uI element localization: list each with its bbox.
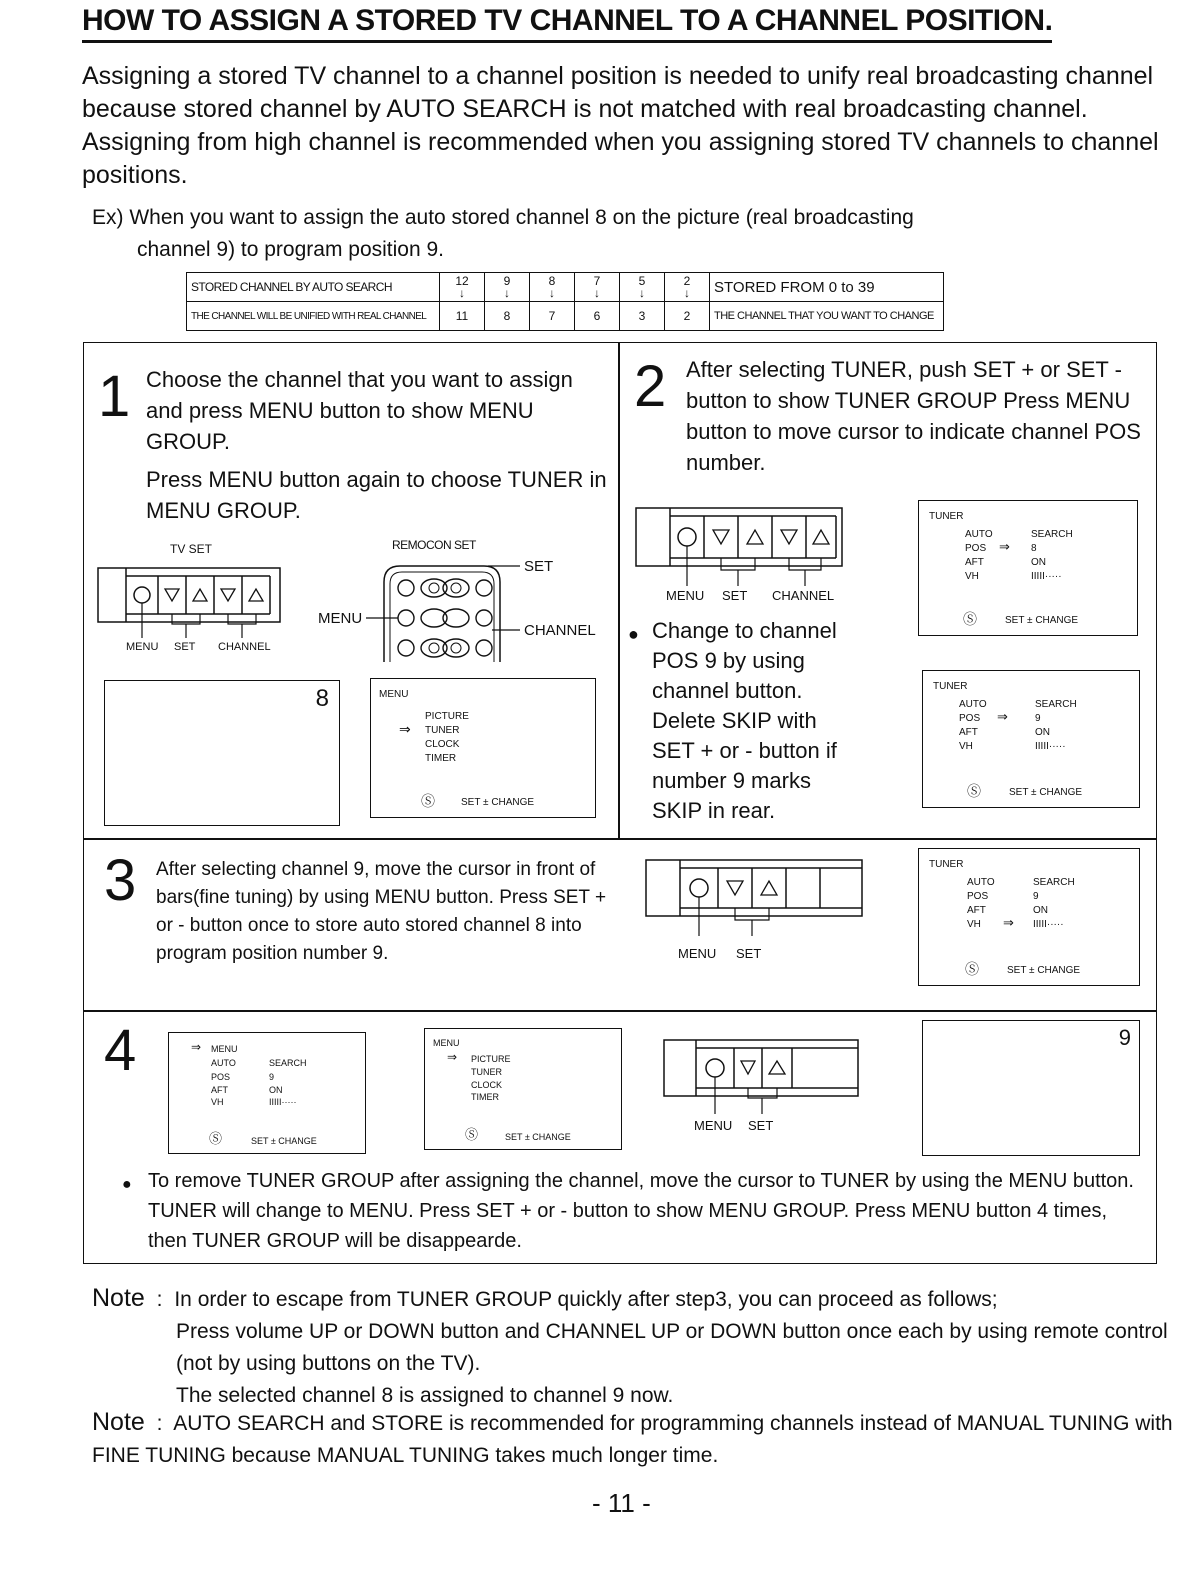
tuner-pos: POS bbox=[959, 713, 981, 724]
menu-item-picture: PICTURE bbox=[471, 1054, 511, 1064]
cell-stored-5: 2 ↓ bbox=[665, 273, 710, 302]
cell-stored-3: 7 ↓ bbox=[575, 273, 620, 302]
note-1-line-1: In order to escape from TUNER GROUP quickly after step3, you can proceed as follows; bbox=[174, 1288, 998, 1311]
tuner-auto: AUTO bbox=[959, 699, 987, 710]
s-circle-icon: Ⓢ bbox=[965, 961, 979, 977]
step4-screen-number: 9 bbox=[1118, 1025, 1131, 1050]
tuner-vh: VH bbox=[965, 571, 979, 582]
step2-menu-caption: MENU bbox=[666, 588, 705, 603]
tuner-search: SEARCH bbox=[1033, 877, 1075, 888]
menu-item-picture: PICTURE bbox=[425, 711, 469, 722]
bullet-icon: ● bbox=[628, 624, 639, 644]
menu-cursor-icon: ⇒ bbox=[399, 721, 411, 737]
example-line1: When you want to assign the auto stored channel 8 on the picture (real broadcasting bbox=[129, 206, 914, 229]
page-title: HOW TO ASSIGN A STORED TV CHANNEL TO A CHANNEL POSITION. bbox=[82, 4, 1052, 43]
row2-right: THE CHANNEL THAT YOU WANT TO CHANGE bbox=[710, 302, 944, 331]
step2-channel-caption: CHANNEL bbox=[772, 588, 835, 603]
step1-tv-screen bbox=[104, 680, 340, 826]
tvset-label: TV SET bbox=[170, 542, 213, 556]
s-circle-icon: Ⓢ bbox=[209, 1131, 223, 1146]
step2-tuner-box-2 bbox=[922, 670, 1140, 808]
tuner-aft: AFT bbox=[211, 1085, 228, 1095]
step4-bullet: To remove TUNER GROUP after assigning the channel, move the cursor to TUNER by using the MENU button. TUNER will change to MENU. Press SET + or - button to show MENU GROUP. Press MENU button 4 times, then TUNER GROUP will be disappearde. bbox=[148, 1170, 1134, 1252]
step1-menu-box bbox=[370, 678, 596, 818]
note-1-label: Note bbox=[92, 1284, 145, 1312]
tuner-vh-bars: IIIII····· bbox=[1033, 919, 1064, 930]
menu-item-clock: CLOCK bbox=[471, 1080, 503, 1090]
step3-menu-caption: MENU bbox=[678, 946, 717, 961]
menu-footer: SET ± CHANGE bbox=[505, 1132, 571, 1142]
s-circle-icon: Ⓢ bbox=[967, 783, 981, 799]
tuner-pos: POS bbox=[967, 891, 989, 902]
tuner-aft: AFT bbox=[967, 905, 986, 916]
tuner-pos: POS bbox=[965, 543, 987, 554]
s-circle-icon: Ⓢ bbox=[465, 1127, 479, 1142]
menu-header: MENU bbox=[211, 1044, 238, 1054]
row1-right: STORED FROM 0 to 39 bbox=[710, 273, 944, 302]
cell-stored-2: 8 ↓ bbox=[530, 273, 575, 302]
tuner-pos-value: 9 bbox=[269, 1072, 275, 1082]
divider-h-34 bbox=[83, 1010, 1157, 1012]
cell-real-2: 7 bbox=[530, 302, 575, 331]
s-circle-icon: Ⓢ bbox=[421, 793, 435, 809]
tuner-aft-value: ON bbox=[269, 1085, 283, 1095]
menu-cursor-icon: ⇒ bbox=[191, 1040, 202, 1054]
tuner-header: TUNER bbox=[929, 511, 964, 522]
step1-menu-caption: MENU bbox=[126, 641, 159, 653]
tuner-search: SEARCH bbox=[269, 1058, 307, 1068]
row1-label: STORED CHANNEL BY AUTO SEARCH bbox=[187, 273, 440, 302]
step4-menu-box-2 bbox=[424, 1028, 622, 1150]
menu-item-timer: TIMER bbox=[471, 1092, 499, 1102]
tuner-auto: AUTO bbox=[965, 529, 993, 540]
remote-menu-label: MENU bbox=[318, 610, 363, 627]
step3-tv-buttons bbox=[646, 860, 866, 950]
remote-set-label: SET bbox=[524, 558, 554, 575]
tuner-auto: AUTO bbox=[967, 877, 995, 888]
cell-real-3: 6 bbox=[575, 302, 620, 331]
step2-set-caption: SET bbox=[722, 588, 748, 603]
note-1-line-2: Press volume UP or DOWN button and CHANNEL UP or DOWN button once each by using remote control (not by using buttons on the TV). bbox=[176, 1320, 1168, 1375]
menu-item-tuner: TUNER bbox=[425, 725, 460, 736]
remocon-label: REMOCON SET bbox=[392, 538, 476, 552]
note-2-line-1: AUTO SEARCH and STORE is recommended for programming channels instead of MANUAL TUNING with FINE TUNING because MANUAL TUNING takes much longer time. bbox=[92, 1412, 1173, 1467]
step2-number: 2 bbox=[634, 354, 667, 419]
menu-item-timer: TIMER bbox=[425, 753, 457, 764]
note-2 bbox=[92, 1406, 1182, 1472]
channel-mapping-table bbox=[186, 272, 944, 331]
step1-screen-number: 8 bbox=[315, 685, 329, 712]
step4-tv-buttons bbox=[664, 1040, 864, 1130]
menu-item-clock: CLOCK bbox=[425, 739, 460, 750]
example-line2: channel 9) to program position 9. bbox=[137, 238, 445, 261]
tuner-header: TUNER bbox=[929, 859, 964, 870]
step4-menu-caption: MENU bbox=[694, 1118, 733, 1133]
menu-footer: SET ± CHANGE bbox=[461, 797, 535, 808]
tuner-aft-value: ON bbox=[1035, 727, 1050, 738]
tuner-footer: SET ± CHANGE bbox=[1007, 965, 1081, 976]
tuner-vh-bars: IIIII····· bbox=[1035, 741, 1066, 752]
tuner-cursor-icon: ⇒ bbox=[999, 539, 1010, 554]
step1-text2: Press MENU button again to choose TUNER in MENU GROUP. bbox=[146, 467, 607, 523]
tuner-pos: POS bbox=[211, 1072, 231, 1082]
menu-cursor-icon: ⇒ bbox=[447, 1050, 458, 1064]
tuner-vh: VH bbox=[959, 741, 973, 752]
menu-item-tuner: TUNER bbox=[471, 1067, 502, 1077]
tuner-vh-bars: IIIII····· bbox=[269, 1097, 297, 1107]
step3-number: 3 bbox=[104, 848, 137, 913]
tuner-auto: AUTO bbox=[211, 1058, 236, 1068]
tuner-aft: AFT bbox=[959, 727, 978, 738]
divider-h-23 bbox=[83, 838, 1157, 840]
tuner-vh-bars: IIIII····· bbox=[1031, 571, 1062, 582]
tuner-pos-value: 9 bbox=[1035, 713, 1041, 724]
step2-tv-buttons bbox=[636, 508, 856, 598]
step2-text: After selecting TUNER, push SET + or SET - button to show TUNER GROUP Press MENU button to move cursor to indicate channel POS number. bbox=[686, 357, 1141, 475]
note-2-label: Note bbox=[92, 1408, 145, 1436]
step4-bullet-icon: ● bbox=[122, 1176, 132, 1193]
step3-tuner-box bbox=[918, 848, 1140, 986]
cell-real-1: 8 bbox=[485, 302, 530, 331]
cell-stored-4: 5 ↓ bbox=[620, 273, 665, 302]
cell-stored-1: 9 ↓ bbox=[485, 273, 530, 302]
intro-paragraph: Assigning a stored TV channel to a channel position is needed to unify real broadcasting channel because stored channel by AUTO SEARCH is not matched with real broadcasting channel. Assigning from high channel is recommended when you assigning stored TV channels to channel positions. bbox=[82, 62, 1159, 189]
note-1-sep: : bbox=[156, 1288, 163, 1311]
cell-real-5: 2 bbox=[665, 302, 710, 331]
step2-bullet: Change to channel POS 9 by using channel button. Delete SKIP with SET + or - button if number 9 marks SKIP in rear. bbox=[652, 618, 837, 823]
tuner-aft: AFT bbox=[965, 557, 984, 568]
tuner-search: SEARCH bbox=[1031, 529, 1073, 540]
menu-footer: SET ± CHANGE bbox=[251, 1136, 317, 1146]
menu-header: MENU bbox=[379, 689, 409, 700]
tuner-aft-value: ON bbox=[1033, 905, 1048, 916]
step1-number: 1 bbox=[98, 364, 131, 429]
s-circle-icon: Ⓢ bbox=[963, 611, 977, 627]
note-1-line-3: The selected channel 8 is assigned to channel 9 now. bbox=[176, 1384, 674, 1407]
example-prefix: Ex) bbox=[92, 206, 124, 229]
step4-tv-screen bbox=[922, 1020, 1140, 1156]
cell-real-4: 3 bbox=[620, 302, 665, 331]
tuner-header: TUNER bbox=[933, 681, 968, 692]
step1-text1: Choose the channel that you want to assign and press MENU button to show MENU GROUP. bbox=[146, 367, 573, 454]
cell-real-0: 11 bbox=[440, 302, 485, 331]
step1-set-caption: SET bbox=[174, 641, 196, 653]
tuner-footer: SET ± CHANGE bbox=[1009, 787, 1083, 798]
tuner-pos-value: 8 bbox=[1031, 543, 1037, 554]
tuner-footer: SET ± CHANGE bbox=[1005, 615, 1079, 626]
note-1 bbox=[92, 1282, 1182, 1412]
step3-set-caption: SET bbox=[736, 946, 762, 961]
cell-stored-0: 12 ↓ bbox=[440, 273, 485, 302]
divider-v-12 bbox=[618, 342, 620, 838]
menu-header: MENU bbox=[433, 1038, 460, 1048]
tuner-cursor-icon: ⇒ bbox=[997, 709, 1008, 724]
tuner-aft-value: ON bbox=[1031, 557, 1046, 568]
tuner-vh: VH bbox=[211, 1097, 224, 1107]
page-number: - 11 - bbox=[592, 1488, 651, 1518]
remote-channel-label: CHANNEL bbox=[524, 622, 596, 639]
tuner-search: SEARCH bbox=[1035, 699, 1077, 710]
row2-label: THE CHANNEL WILL BE UNIFIED WITH REAL CHANNEL bbox=[187, 302, 440, 331]
step2-tuner-box-1 bbox=[918, 500, 1138, 636]
step1-channel-caption: CHANNEL bbox=[218, 641, 271, 653]
note-2-sep: : bbox=[156, 1412, 163, 1435]
tuner-vh: VH bbox=[967, 919, 981, 930]
tuner-cursor-icon: ⇒ bbox=[1003, 915, 1014, 930]
tuner-pos-value: 9 bbox=[1033, 891, 1039, 902]
step3-text: After selecting channel 9, move the cursor in front of bars(fine tuning) by using MENU button. Press SET + or - button once to store auto stored channel 8 into program position number 9. bbox=[156, 859, 607, 964]
step4-menu-box-1 bbox=[168, 1032, 366, 1154]
step4-number: 4 bbox=[104, 1018, 137, 1083]
step4-set-caption: SET bbox=[748, 1118, 774, 1133]
remote-control-icon bbox=[380, 562, 510, 662]
example-text bbox=[92, 202, 1182, 266]
